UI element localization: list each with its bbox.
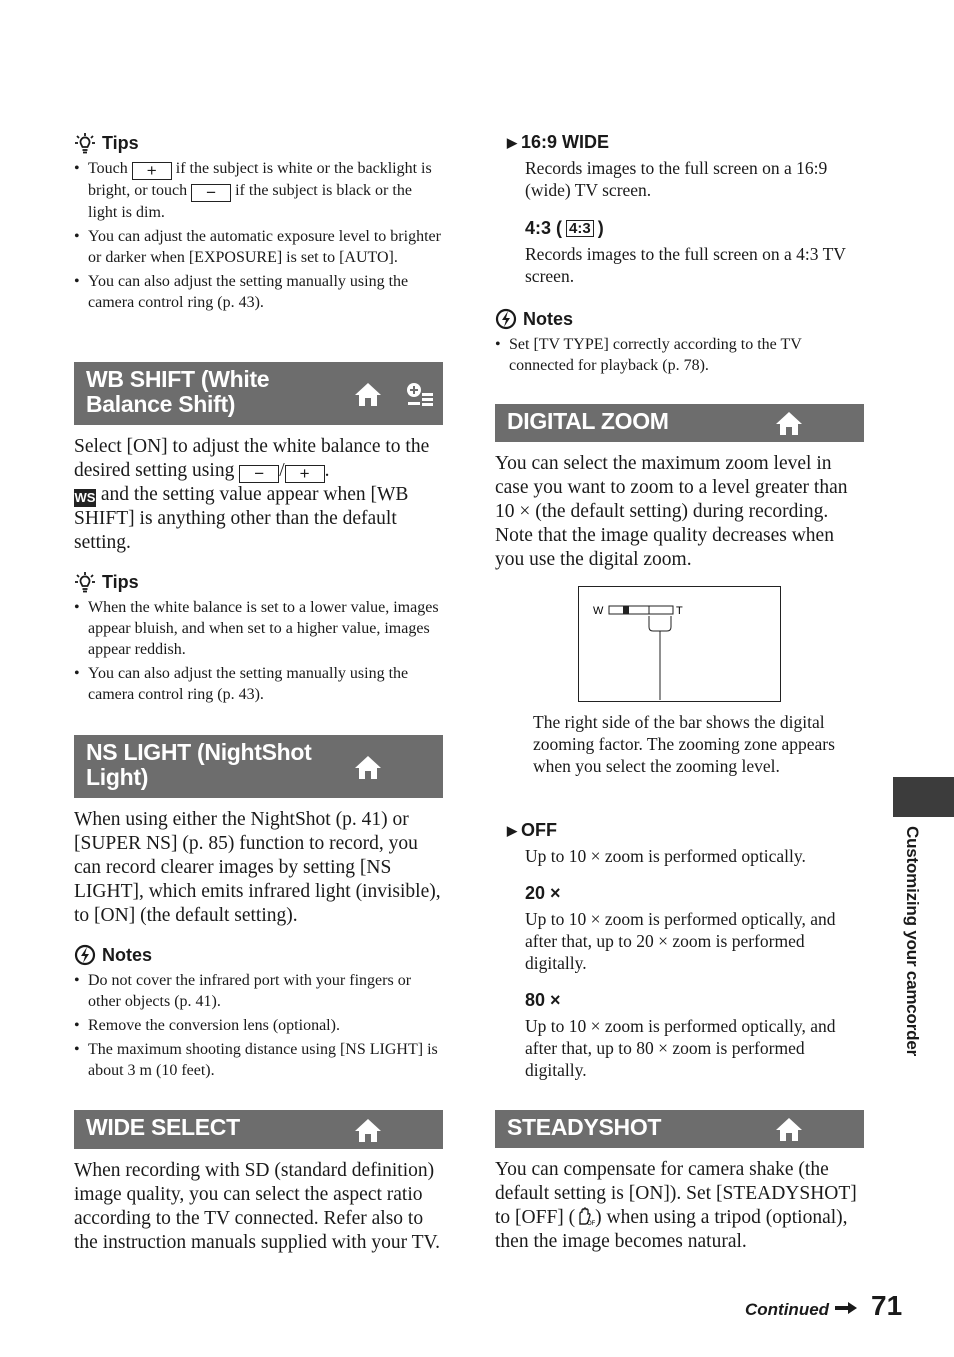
tips-heading: Tips	[74, 132, 443, 154]
section-title: WIDE SELECT	[86, 1114, 240, 1140]
list-item: • Touch + if the subject is white or the backlight is bright, or touch − if the subject is black or the light is dim.	[74, 158, 443, 223]
home-icon	[775, 410, 803, 436]
steadyshot-off-icon	[575, 1206, 595, 1226]
tips-list	[74, 597, 443, 705]
tips-bulb-icon	[74, 132, 96, 154]
tips-list	[74, 158, 443, 313]
notes-heading: Notes	[74, 944, 443, 966]
home-icon	[354, 381, 382, 407]
continued-label: Continued	[745, 1300, 830, 1319]
page-number: 71	[871, 1290, 903, 1321]
aspect-4-3-icon: 4:3	[566, 220, 594, 237]
minus-button[interactable]: −	[191, 184, 231, 202]
option-off: ▶ OFF Up to 10 × zoom is performed optically.	[507, 820, 806, 866]
notes-icon	[495, 308, 517, 330]
digital-zoom-body: You can select the maximum zoom level in case you want to zoom to a level greater than 10 × (the default setting) during recording. Note that the image quality decreases when you use the digital zoom.	[495, 453, 848, 570]
option-16-9-wide: ▶ 16:9 WIDE Records images to the full screen on a 16:9 (wide) TV screen.	[507, 132, 828, 200]
list-item: • Remove the conversion lens (optional).	[74, 1015, 443, 1036]
zoom-bar-diagram	[579, 587, 779, 700]
option-20x: 20 × Up to 10 × zoom is performed optically, and after that, up to 20 × zoom is performed digitally.	[525, 883, 836, 973]
home-icon	[354, 1117, 382, 1143]
tips-heading: Tips	[74, 571, 443, 593]
side-chapter-label: Customizing your camcorder	[903, 826, 922, 1057]
option-80x: 80 × Up to 10 × zoom is performed optically, and after that, up to 80 × zoom is performed digitally.	[525, 990, 836, 1080]
wb-shift-indicator-icon: WS	[74, 490, 96, 505]
notes-list	[495, 334, 864, 376]
tips-section	[74, 132, 443, 313]
list-item: • Set [TV TYPE] correctly according to the TV connected for playback (p. 78).	[495, 334, 864, 376]
steadyshot-body: You can compensate for camera shake (the default setting is [ON]). Set [STEADYSHOT] to [OFF] ( OF ) when using a tripod (optional), then the image becomes natural.	[495, 1159, 857, 1252]
list-item: • You can also adjust the setting manually using the camera control ring (p. 43).	[74, 663, 443, 705]
list-item: • The maximum shooting distance using [NS LIGHT] is about 3 m (10 feet).	[74, 1039, 443, 1081]
zoom-t-label: T	[676, 605, 683, 617]
section-header-digital-zoom	[495, 404, 864, 442]
section-header-wide-select	[74, 1110, 443, 1149]
plus-button[interactable]: +	[285, 465, 325, 483]
plus-button[interactable]: +	[132, 162, 172, 180]
notes-list	[74, 970, 443, 1081]
section-header-ns-light	[74, 735, 443, 798]
ns-light-body: When using either the NightShot (p. 41) or [SUPER NS] (p. 85) function to record, you can record clearer images by setting [NS LIGHT], which emits infrared light (invisible), to [ON] (the default setting).	[74, 809, 441, 926]
wide-select-body: When recording with SD (standard definition) image quality, you can select the aspect ratio according to the TV connected. Refer also to the instruction manuals supplied with your TV.	[74, 1160, 440, 1253]
section-title: DIGITAL ZOOM	[507, 408, 669, 434]
list-item: • When the white balance is set to a lower value, images appear bluish, and when set to a higher value, images appear reddish.	[74, 597, 443, 660]
svg-text:OFF: OF	[587, 1221, 596, 1226]
page-footer	[745, 1290, 902, 1322]
side-tab	[893, 777, 954, 817]
arrow-right-icon	[835, 1301, 857, 1315]
notes-section	[74, 944, 443, 1081]
notes-section	[495, 308, 864, 376]
tips-bulb-icon	[74, 571, 96, 593]
list-item: • Do not cover the infrared port with your fingers or other objects (p. 41).	[74, 970, 443, 1012]
wb-shift-icon	[406, 381, 434, 407]
tips-section	[74, 571, 443, 705]
section-title: NS LIGHT (NightShot Light)	[86, 739, 312, 790]
zoom-w-label: W	[593, 605, 604, 617]
zoom-caption: The right side of the bar shows the digital zooming factor. The zooming zone appears when you select the zooming level.	[533, 712, 835, 776]
section-header-steadyshot	[495, 1110, 864, 1148]
home-icon	[775, 1116, 803, 1142]
section-title: STEADYSHOT	[507, 1114, 662, 1140]
option-4-3: 4:3 ( 4:3 ) Records images to the full screen on a 4:3 TV screen.	[525, 218, 846, 286]
notes-icon	[74, 944, 96, 966]
list-item: • You can adjust the automatic exposure level to brighter or darker when [EXPOSURE] is set to [AUTO].	[74, 226, 443, 268]
notes-heading: Notes	[495, 308, 864, 330]
home-icon	[354, 754, 382, 780]
section-title: WB SHIFT (White Balance Shift)	[86, 366, 270, 417]
list-item: • You can also adjust the setting manually using the camera control ring (p. 43).	[74, 271, 443, 313]
default-marker-icon: ▶	[507, 822, 517, 838]
default-marker-icon: ▶	[507, 134, 517, 150]
section-header-wb-shift	[74, 362, 443, 425]
wb-shift-body: Select [ON] to adjust the white balance to the desired setting using − / + . WS and the setting value appear when [WB SHIFT] is anything other than the default setting.	[74, 436, 430, 553]
zoom-bar-figure	[578, 586, 781, 702]
minus-button[interactable]: −	[239, 465, 279, 483]
